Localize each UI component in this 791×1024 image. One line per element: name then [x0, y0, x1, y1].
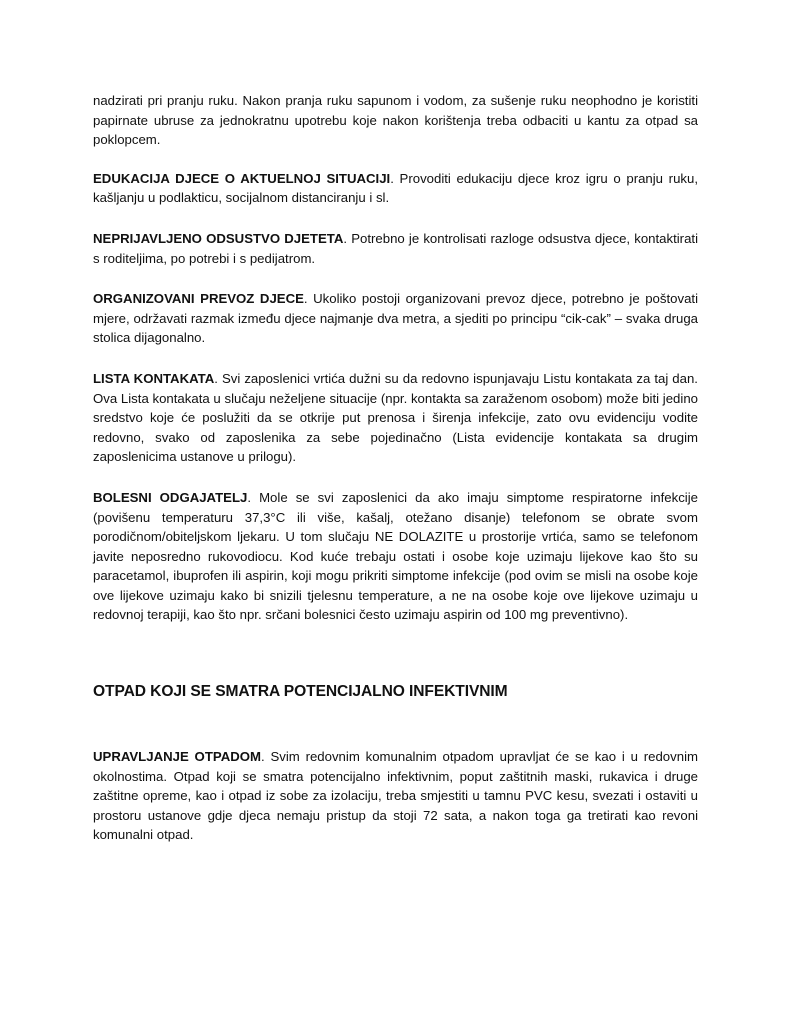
paragraph-lead: BOLESNI ODGAJATELJ [93, 489, 248, 505]
paragraph-lead: UPRAVLJANJE OTPADOM [93, 749, 261, 765]
section-heading: OTPAD KOJI SE SMATRA POTENCIJALNO INFEKTIVNIM [93, 683, 508, 701]
paragraph-contact-list [93, 369, 698, 467]
paragraph-sick-educator [93, 488, 698, 625]
paragraph-lead: ORGANIZOVANI PREVOZ DJECE [93, 291, 304, 307]
paragraph-text: . Svim redovnim komunalnim otpadom upravljat će se kao i u redovnim okolnostima. Otpad koji se smatra potencijalno infektivnim, poput zaštitnih maski, rukavica i druge zaštitne opreme, kao i otpad iz sobe za izolaciju, treba smjestiti u tamnu PVC kesu, svezati i ostaviti u prostoru ustanove gdje djeca nemaju pristup da stoji 72 sata, a nakon toga ga tretirati kao revoni komunalni otpad. [93, 749, 698, 843]
paragraph-text: . Svi zaposlenici vrtića dužni su da redovno ispunjavaju Listu kontakata za taj dan. Ova Lista kontakata u slučaju neželjene situacije (npr. kontakta sa zaraženom osobom) može biti jedino sredstvo koje će poslužiti da se otkrije put prenosa i širenja infekcije, zato ovu evidenciju vodite redovno, svako od zaposlenika za sebe pojedinačno (Lista evidencije kontakata sa drugim zaposlenicima ustanove u prilogu). [93, 370, 698, 465]
paragraph-child-education [93, 169, 698, 208]
paragraph-text: . Provoditi edukaciju djece kroz igru o pranju ruku, kašljanju u podlakticu, socijalnom distanciranju i sl. [93, 170, 699, 206]
paragraph-unreported-absence [93, 229, 698, 268]
document-page [93, 91, 698, 866]
paragraph-lead: NEPRIJAVLJENO ODSUSTVO DJETETA [93, 230, 344, 246]
paragraph-text: . Mole se svi zaposlenici da ako imaju simptome respiratorne infekcije (povišenu temperaturu 37,3°C ili više, kašalj, otežano disanje) telefonom se obrate svom porodičnom/obiteljskom ljekaru. U tom slučaju NE DOLAZITE u prostorije vrtića, samo se telefonom javite neposredno rukovodiocu. Kod kuće trebaju ostati i osobe koje uzimaju lijekove kao što su paracetamol, ibuprofen ili aspirin, koji mogu prikriti simptome infekcije (pod ovim se misli na osobe koje ove lijekove uzimaju kako bi snizili tjelesnu temperature, a ne na osobe koje ove lijekove uzimaju u redovnoj terapiji, kao što npr. srčani bolesnici često uzimaju aspirin od 100 mg preventivno). [93, 489, 698, 623]
paragraph-hand-washing [93, 91, 698, 150]
paragraph-text: . Ukoliko postoji organizovani prevoz djece, potrebno je poštovati mjere, održavati razmak između djece najmanje dva metra, a sjediti po principu “cik-cak” – svaka druga stolica dijagonalno. [93, 291, 698, 346]
paragraph-organized-transport [93, 289, 698, 348]
paragraph-lead: LISTA KONTAKATA [93, 370, 215, 386]
paragraph-waste-management [93, 747, 698, 845]
paragraph-lead: EDUKACIJA DJECE O AKTUELNOJ SITUACIJI [93, 170, 391, 186]
paragraph-text: nadzirati pri pranju ruku. Nakon pranja ruku sapunom i vodom, za sušenje ruku neophodno je koristiti papirnate ubruse za jednokratnu upotrebu koje nakon korištenja treba odbaciti u kantu za otpad sa poklopcem. [93, 93, 698, 148]
paragraph-text: . Potrebno je kontrolisati razloge odsustva djece, kontaktirati s roditeljima, po potrebi i s pedijatrom. [93, 230, 699, 266]
